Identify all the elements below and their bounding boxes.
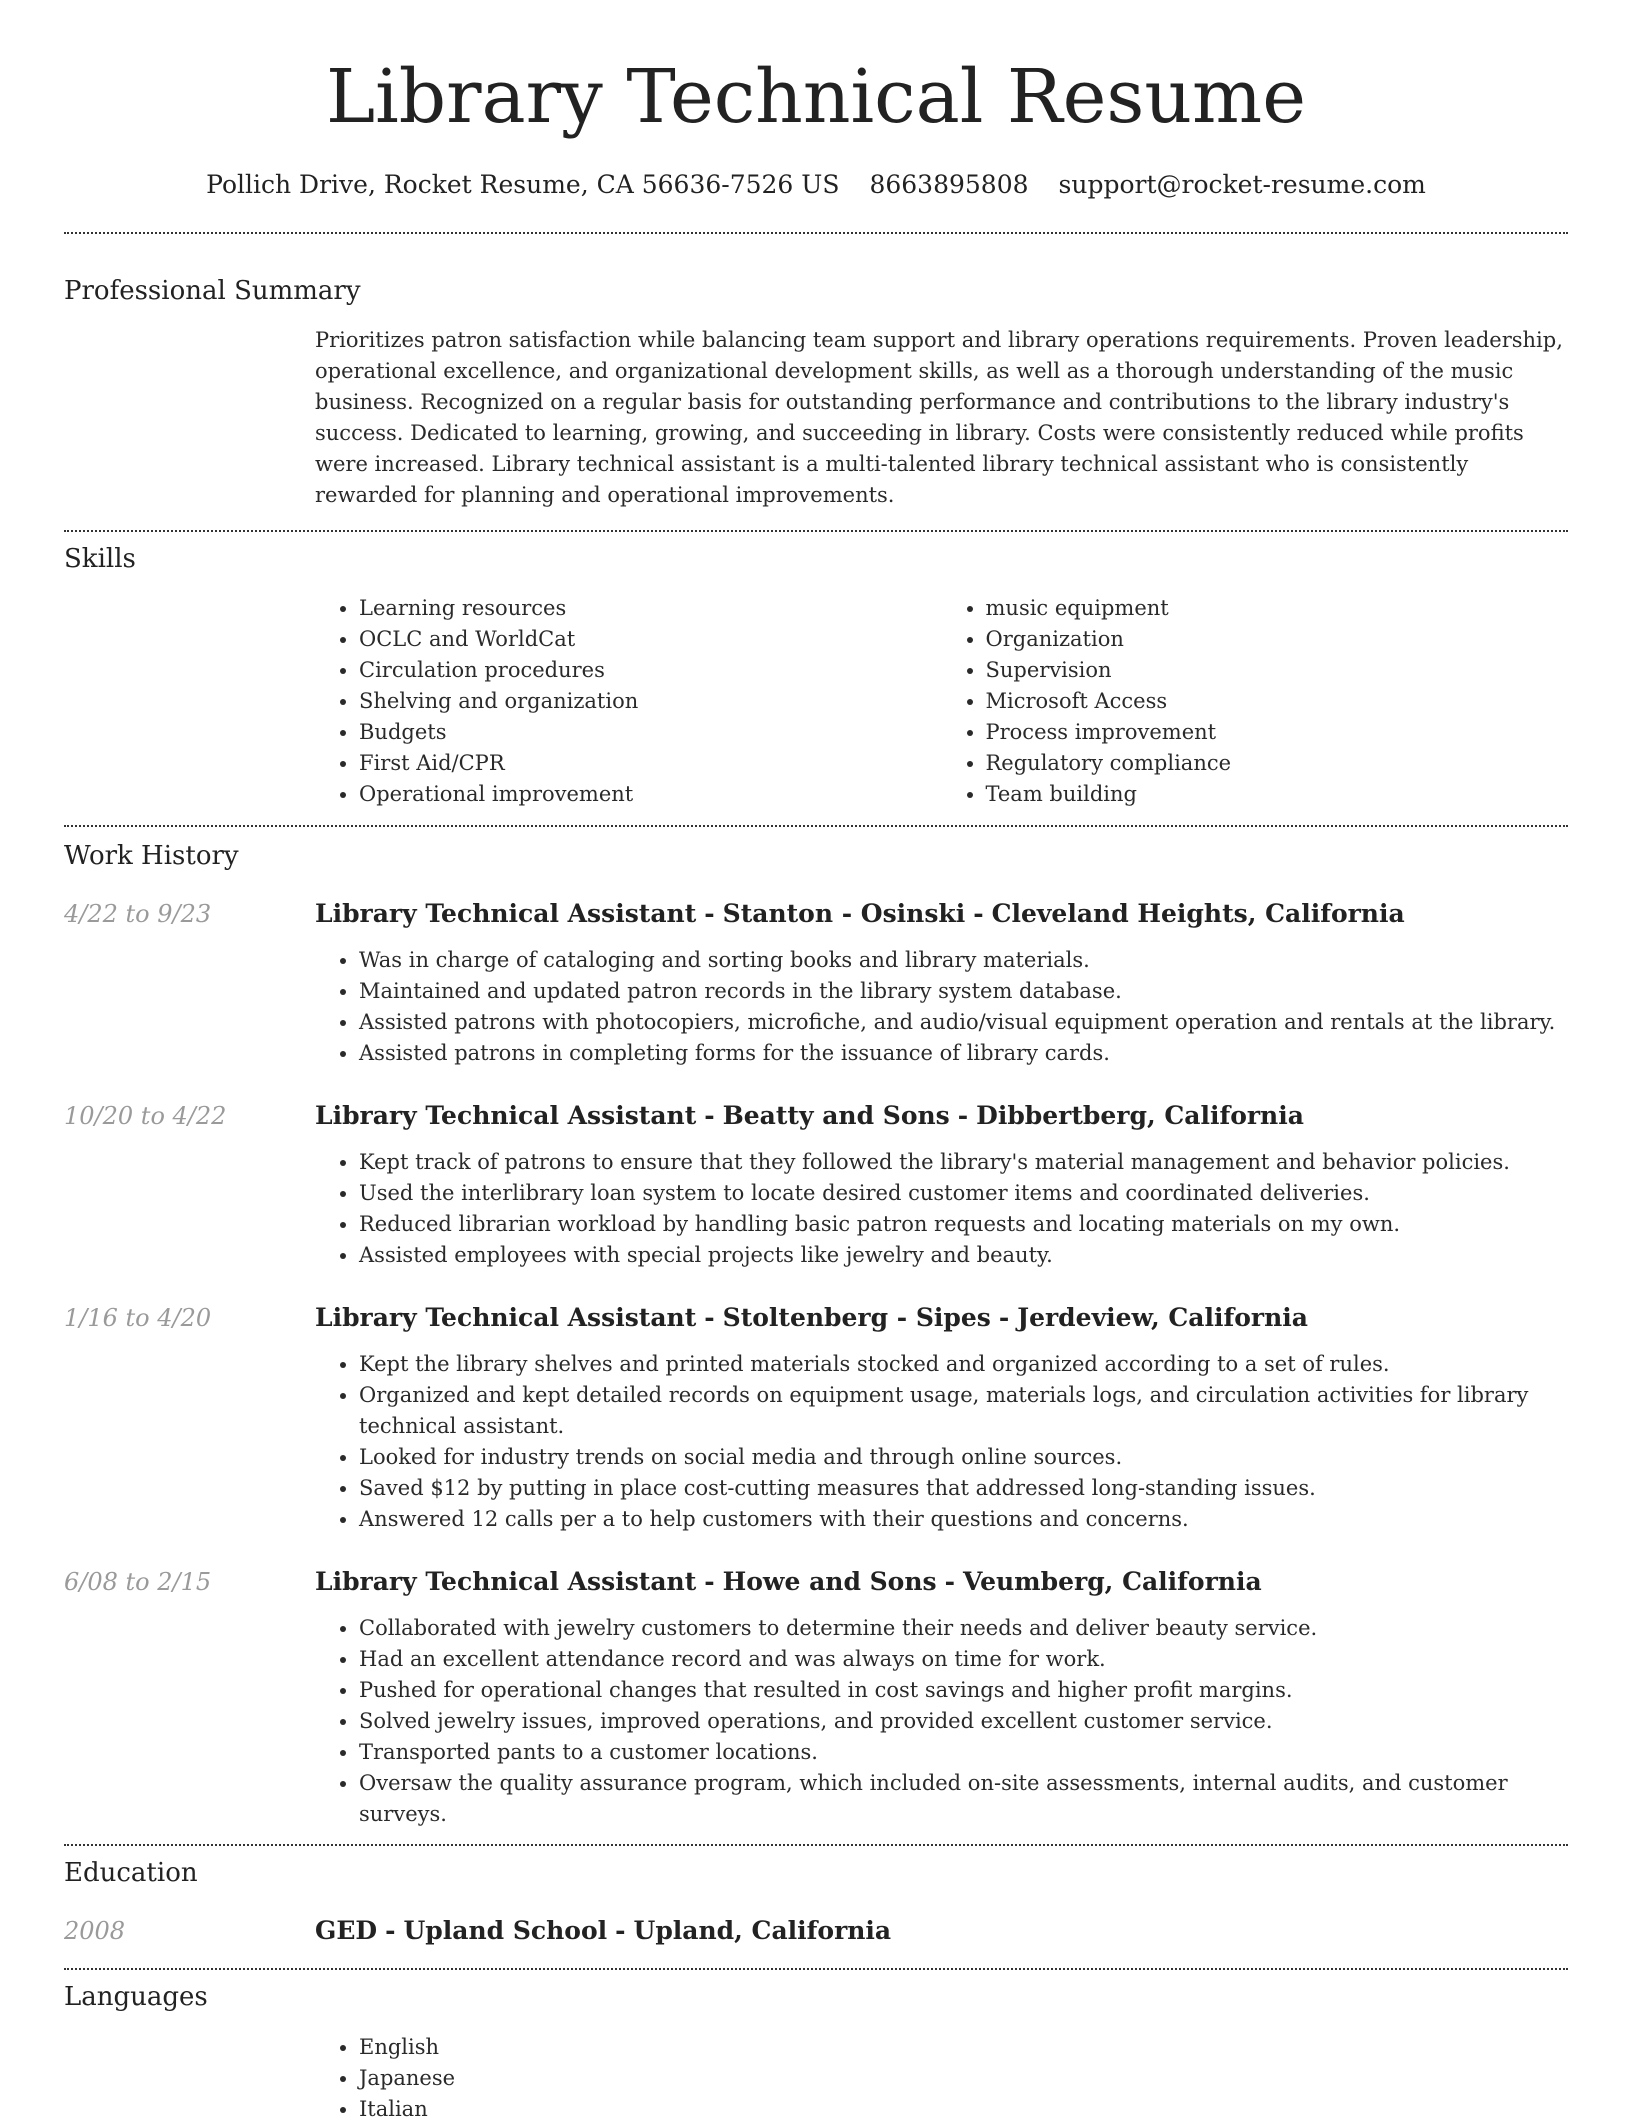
job-role: Library Technical Assistant [315,1101,697,1130]
work-history-section [64,839,1568,1830]
job-duty: • Transported pants to a customer locations. [359,1737,1568,1768]
job-duty: • Organized and kept detailed records on equipment usage, materials logs, and circulation activities for library technical assistant. [359,1380,1568,1442]
skill-item: • OCLC and WorldCat [359,624,942,655]
education-entry [64,1914,1568,1948]
contact-phone: 8663895808 [869,170,1029,199]
divider [64,825,1568,827]
resume-title: Library Technical Resume [325,54,1307,140]
contact-address: Pollich Drive, Rocket Resume, CA 56636-7526 US [206,170,840,199]
section-title-summary: Professional Summary [64,276,361,306]
languages-row [64,2032,1568,2125]
job-entry [64,1565,1568,1830]
section-title-languages: Languages [64,1982,208,2012]
skill-item: • Regulatory compliance [986,748,1569,779]
education-degree: GED [315,1916,378,1945]
skills-row [64,593,1568,810]
education-location: Upland, California [633,1916,892,1945]
contact-email[interactable]: support@rocket-resume.com [1058,170,1426,199]
job-duty: • Answered 12 calls per a to help customers with their questions and concerns. [359,1504,1568,1535]
job-title: Library Technical Assistant - Howe and Sons - Veumberg, California [315,1567,1262,1596]
job-dates: 6/08 to 2/15 [64,1568,212,1596]
skill-item: • Team building [986,779,1569,810]
job-duty: • Pushed for operational changes that resulted in cost savings and higher profit margins. [359,1675,1568,1706]
skills-list-right [942,593,1569,810]
job-duty: • Reduced librarian workload by handling basic patron requests and locating materials on my own. [359,1209,1568,1240]
job-title: Library Technical Assistant - Stoltenberg - Sipes - Jerdeview, California [315,1303,1308,1332]
language-item: • English [359,2032,1568,2063]
job-title: Library Technical Assistant - Stanton - Osinski - Cleveland Heights, California [315,899,1405,928]
job-duty: • Had an excellent attendance record and was always on time for work. [359,1644,1568,1675]
skill-item: • Circulation procedures [359,655,942,686]
job-location: Veumberg, California [963,1567,1262,1596]
job-company: Stanton - Osinski [722,899,966,928]
skill-item: • Learning resources [359,593,942,624]
section-title-work: Work History [64,841,239,871]
skill-item: • music equipment [986,593,1569,624]
education-section [64,1856,1568,1948]
education-year: 2008 [64,1917,126,1945]
job-duty: • Kept the library shelves and printed materials stocked and organized according to a set of rules. [359,1349,1568,1380]
job-company: Howe and Sons [722,1567,937,1596]
job-duties [315,1613,1568,1830]
skills-columns [315,593,1568,810]
job-duty: • Was in charge of cataloging and sorting books and library materials. [359,945,1568,976]
job-dates: 1/16 to 4/20 [64,1304,212,1332]
job-entry [64,897,1568,1069]
skill-item: • First Aid/CPR [359,748,942,779]
language-item: • Japanese [359,2063,1568,2094]
job-duty: • Used the interlibrary loan system to locate desired customer items and coordinated deliveries. [359,1178,1568,1209]
languages-list [315,2032,1568,2125]
job-duties [315,1147,1568,1271]
job-duty: • Assisted employees with special projects like jewelry and beauty. [359,1240,1568,1271]
job-duty: • Oversaw the quality assurance program, which included on-site assessments, internal audits, and customer surveys. [359,1768,1568,1830]
job-duty: • Collaborated with jewelry customers to determine their needs and deliver beauty service. [359,1613,1568,1644]
summary-section [64,274,1568,511]
job-duty: • Kept track of patrons to ensure that they followed the library's material management and behavior policies. [359,1147,1568,1178]
section-title-education: Education [64,1858,198,1888]
skill-item: • Organization [986,624,1569,655]
divider [64,1844,1568,1846]
job-duty: • Saved $12 by putting in place cost-cutting measures that addressed long-standing issues. [359,1473,1568,1504]
education-title: GED - Upland School - Upland, California [315,1916,892,1945]
job-duty: • Assisted patrons in completing forms for the issuance of library cards. [359,1038,1568,1069]
contact-line [64,168,1568,202]
skill-item: • Supervision [986,655,1569,686]
summary-text: Prioritizes patron satisfaction while balancing team support and library operations requirements. Proven leadership, operational excellence, and organizational development skills, as well as a thorough understanding of the music business. Recognized on a regular basis for outstanding performance and contributions to the library industry's success. Dedicated to learning, growing, and succeeding in library. Costs were consistently reduced while profits were increased. Library technical assistant is a multi-talented library technical assistant who is consistently rewarded for planning and operational improvements. [315,328,1563,507]
divider [64,530,1568,532]
job-location: Jerdeview, California [1017,1303,1308,1332]
section-title-skills: Skills [64,544,136,574]
job-entry [64,1301,1568,1535]
skills-section [64,542,1568,810]
education-school: Upland School [403,1916,608,1945]
languages-section [64,1980,1568,2125]
job-duty: • Assisted patrons with photocopiers, microfiche, and audio/visual equipment operation and rentals at the library. [359,1007,1568,1038]
divider [64,232,1568,234]
job-role: Library Technical Assistant [315,1303,697,1332]
job-location: Cleveland Heights, California [991,899,1405,928]
skills-list-left [315,593,942,810]
job-title: Library Technical Assistant - Beatty and Sons - Dibbertberg, California [315,1101,1304,1130]
skill-item: • Budgets [359,717,942,748]
job-duty: • Maintained and updated patron records in the library system database. [359,976,1568,1007]
skill-item: • Microsoft Access [986,686,1569,717]
job-dates: 10/20 to 4/22 [64,1102,227,1130]
summary-row [64,325,1568,511]
job-duties [315,945,1568,1069]
language-item: • Italian [359,2094,1568,2125]
job-duties [315,1349,1568,1535]
resume-page [64,0,1568,2125]
skill-item: • Shelving and organization [359,686,942,717]
job-duty: • Looked for industry trends on social media and through online sources. [359,1442,1568,1473]
skill-item: • Process improvement [986,717,1569,748]
job-company: Beatty and Sons [722,1101,950,1130]
job-entry [64,1099,1568,1271]
divider [64,1968,1568,1970]
job-company: Stoltenberg - Sipes [722,1303,991,1332]
job-duty: • Solved jewelry issues, improved operations, and provided excellent customer service. [359,1706,1568,1737]
job-dates: 4/22 to 9/23 [64,900,212,928]
skill-item: • Operational improvement [359,779,942,810]
job-role: Library Technical Assistant [315,899,697,928]
job-role: Library Technical Assistant [315,1567,697,1596]
job-location: Dibbertberg, California [976,1101,1304,1130]
